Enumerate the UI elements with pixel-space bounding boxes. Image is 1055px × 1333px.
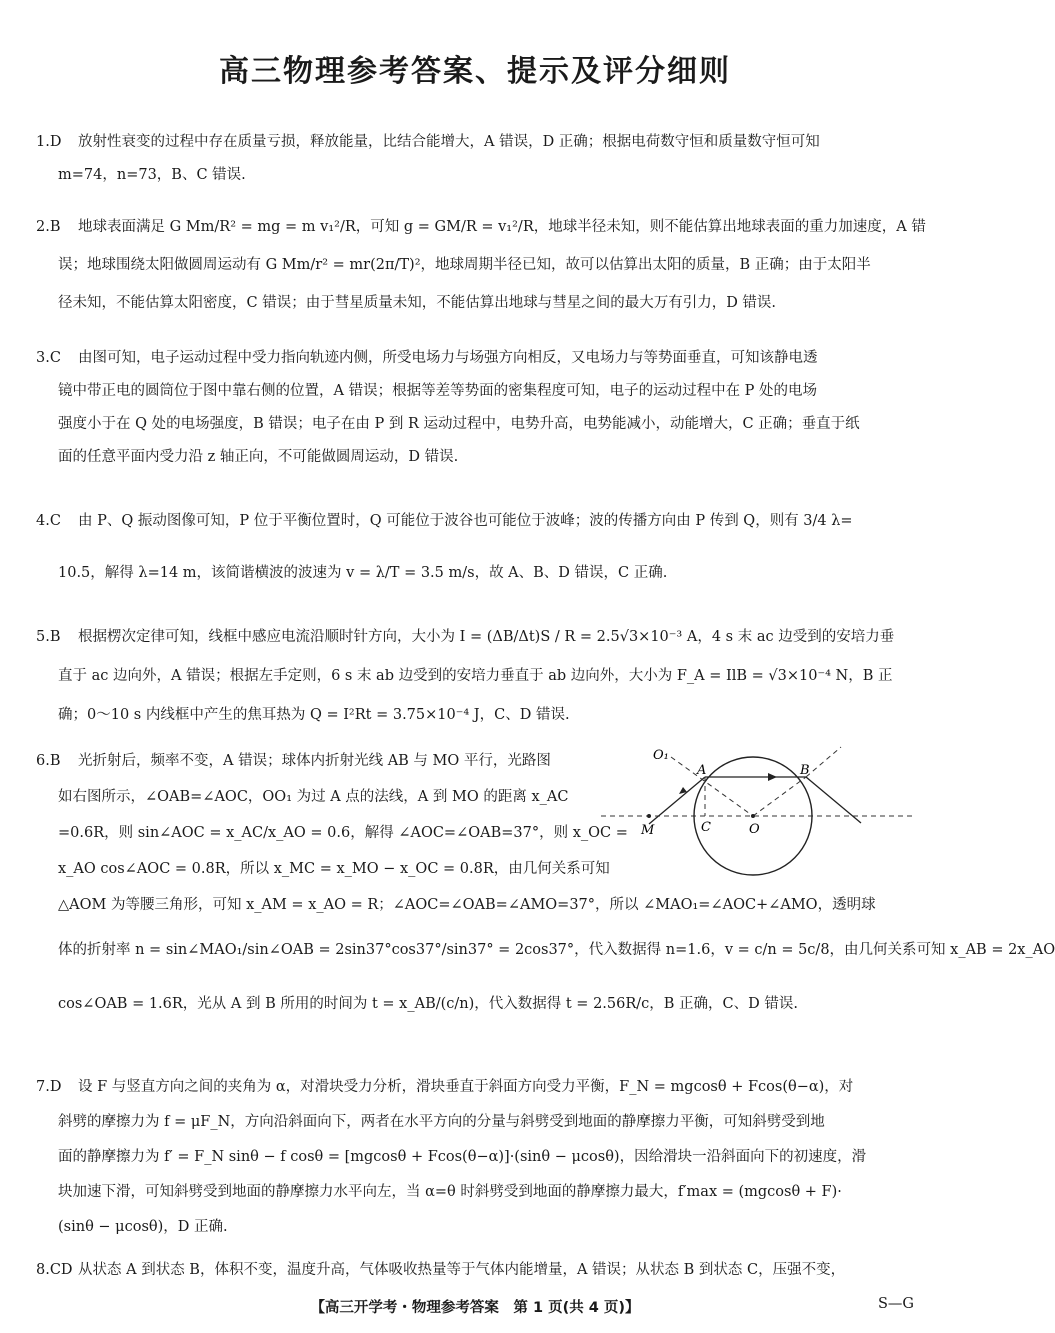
normal-line-b	[806, 747, 841, 777]
answer-text-line: 直于 ac 边向外，A 错误；根据左手定则，6 s 末 ab 边受到的安培力垂直于 ab 边向外，大小为 F_A = IlB = √3×10⁻⁴ N，B 正	[58, 668, 893, 684]
answer-text-line: 光折射后，频率不变，A 错误；球体内折射光线 AB 与 MO 平行，光路图	[78, 753, 551, 769]
label-b: B	[800, 763, 810, 778]
answer-text-line: 径未知，不能估算太阳密度，C 错误；由于彗星质量未知，不能估算出地球与彗星之间的最大万有引力，D 错误.	[58, 295, 777, 311]
answer-2	[36, 208, 926, 322]
answer-text-line: 误；地球围绕太阳做圆周运动有 G Mm/r² = mr(2π/T)²，地球周期半径已知，故可以估算出太阳的质量，B 正确；由于太阳半	[58, 257, 871, 273]
emergent-ray	[806, 777, 861, 823]
label-o1: O₁	[653, 748, 669, 763]
answer-3	[36, 342, 914, 474]
label-a: A	[697, 763, 707, 778]
answer-text-line: =0.6R，则 sin∠AOC = x_AC/x_AO = 0.6，解得 ∠AOC=∠OAB=37°，则 x_OC =	[58, 825, 628, 841]
answer-text-line: 面的静摩擦力为 f′ = F_N sinθ − f cosθ = [mgcosθ + Fcos(θ−α)]·(sinθ − μcosθ)，因给滑块一沿斜面向下的初速度，滑	[58, 1149, 867, 1165]
point-m	[647, 814, 651, 818]
answer-number: 1.D	[36, 134, 62, 150]
answer-4	[36, 495, 914, 599]
answer-text-line: 地球表面满足 G Mm/R² = mg = m v₁²/R，可知 g = GM/R = v₁²/R，地球半径未知，则不能估算出地球表面的重力加速度，A 错	[78, 219, 926, 235]
answer-number: 8.CD	[36, 1262, 73, 1278]
answer-text-line: 面的任意平面内受力沿 z 轴正向，不可能做圆周运动，D 错误.	[58, 449, 459, 465]
label-o: O	[749, 822, 760, 837]
answer-text-line: 设 F 与竖直方向之间的夹角为 α，对滑块受力分析，滑块垂直于斜面方向受力平衡，F_N = mgcosθ + Fcos(θ−α)，对	[78, 1079, 854, 1095]
answer-number: 6.B	[36, 753, 61, 769]
answer-text-line: 从状态 A 到状态 B，体积不变，温度升高，气体吸收热量等于气体内能增量，A 错误；从状态 B 到状态 C，压强不变，	[78, 1262, 846, 1278]
answer-text-line: 放射性衰变的过程中存在质量亏损，释放能量，比结合能增大，A 错误，D 正确；根据电荷数守恒和质量数守恒可知	[78, 134, 820, 150]
optics-diagram	[601, 747, 913, 877]
answer-text-line: 镜中带正电的圆筒位于图中靠右侧的位置，A 错误；根据等差等势面的密集程度可知，电子的运动过程中在 P 处的电场	[58, 383, 818, 399]
answer-text-line: 如右图所示，∠OAB=∠AOC，OO₁ 为过 A 点的法线，A 到 MO 的距离 x_AC	[58, 789, 569, 805]
answer-number: 5.B	[36, 629, 61, 645]
answer-number: 3.C	[36, 350, 61, 366]
answer-text-line: 确；0～10 s 内线框中产生的焦耳热为 Q = I²Rt = 3.75×10⁻⁴ J，C、D 错误.	[58, 707, 570, 723]
answer-text-line: 块加速下滑，可知斜劈受到地面的静摩擦力水平向左，当 α=θ 时斜劈受到地面的静摩擦力最大，f′max = (mgcosθ + F)·	[58, 1184, 842, 1200]
radius-ob	[753, 777, 806, 816]
answer-text-line: 10.5，解得 λ=14 m，该简谐横波的波速为 v = λ/T = 3.5 m/s，故 A、B、D 错误，C 正确.	[58, 565, 668, 581]
page-footer: 【高三开学考・物理参考答案 第 1 页(共 4 页)】	[310, 1300, 640, 1316]
refracted-arrow-icon	[768, 773, 777, 781]
label-m: M	[641, 823, 655, 838]
answer-number: 7.D	[36, 1079, 62, 1095]
answer-text-line: △AOM 为等腰三角形，可知 x_AM = x_AO = R；∠AOC=∠OAB=∠AMO=37°，所以 ∠MAO₁=∠AOC+∠AMO，透明球	[58, 897, 876, 913]
answer-text-line: 根据楞次定律可知，线框中感应电流沿顺时针方向，大小为 I = (ΔB/Δt)S / R = 2.5√3×10⁻³ A，4 s 末 ac 边受到的安培力垂	[78, 629, 895, 645]
point-o	[751, 814, 755, 818]
answer-text-line: x_AO cos∠AOC = 0.8R，所以 x_MC = x_MO − x_OC = 0.8R，由几何关系可知	[58, 861, 610, 877]
answer-text-line: m=74，n=73，B、C 错误.	[58, 167, 246, 183]
answer-8	[36, 1254, 914, 1287]
answer-5	[36, 618, 914, 735]
label-c: C	[701, 820, 711, 835]
normal-line-oo1	[671, 757, 753, 816]
answer-1	[36, 126, 914, 192]
answer-number: 4.C	[36, 513, 61, 529]
footer-code: S—G	[877, 1296, 914, 1312]
answer-text-line: cos∠OAB = 1.6R，光从 A 到 B 所用的时间为 t = x_AB/(c/n)，代入数据得 t = 2.56R/c，B 正确，C、D 错误.	[58, 996, 798, 1012]
answer-text-line: (sinθ − μcosθ)，D 正确.	[58, 1219, 228, 1235]
answer-text-line: 斜劈的摩擦力为 f = μF_N，方向沿斜面向下，两者在水平方向的分量与斜劈受到地面的静摩擦力平衡，可知斜劈受到地	[58, 1114, 825, 1130]
answer-text-line: 强度小于在 Q 处的电场强度，B 错误；电子在由 P 到 R 运动过程中，电势升高，电势能减小，动能增大，C 正确；垂直于纸	[58, 416, 860, 432]
page-title: 高三物理参考答案、提示及评分细则	[219, 54, 731, 89]
answer-text-line: 由图可知，电子运动过程中受力指向轨迹内侧，所受电场力与场强方向相反，又电场力与等势面垂直，可知该静电透	[78, 350, 818, 366]
answer-7	[36, 1070, 914, 1245]
answer-number: 2.B	[36, 219, 61, 235]
answer-text-line: 体的折射率 n = sin∠MAO₁/sin∠OAB = 2sin37°cos37°/sin37° = 2cos37°，代入数据得 n=1.6，v = c/n = 5c/8，由几何关系可知 x_AB = 2x_AO	[58, 942, 1055, 958]
answer-text-line: 由 P、Q 振动图像可知，P 位于平衡位置时，Q 可能位于波谷也可能位于波峰；波的传播方向由 P 传到 Q，则有 3/4 λ=	[78, 513, 853, 529]
